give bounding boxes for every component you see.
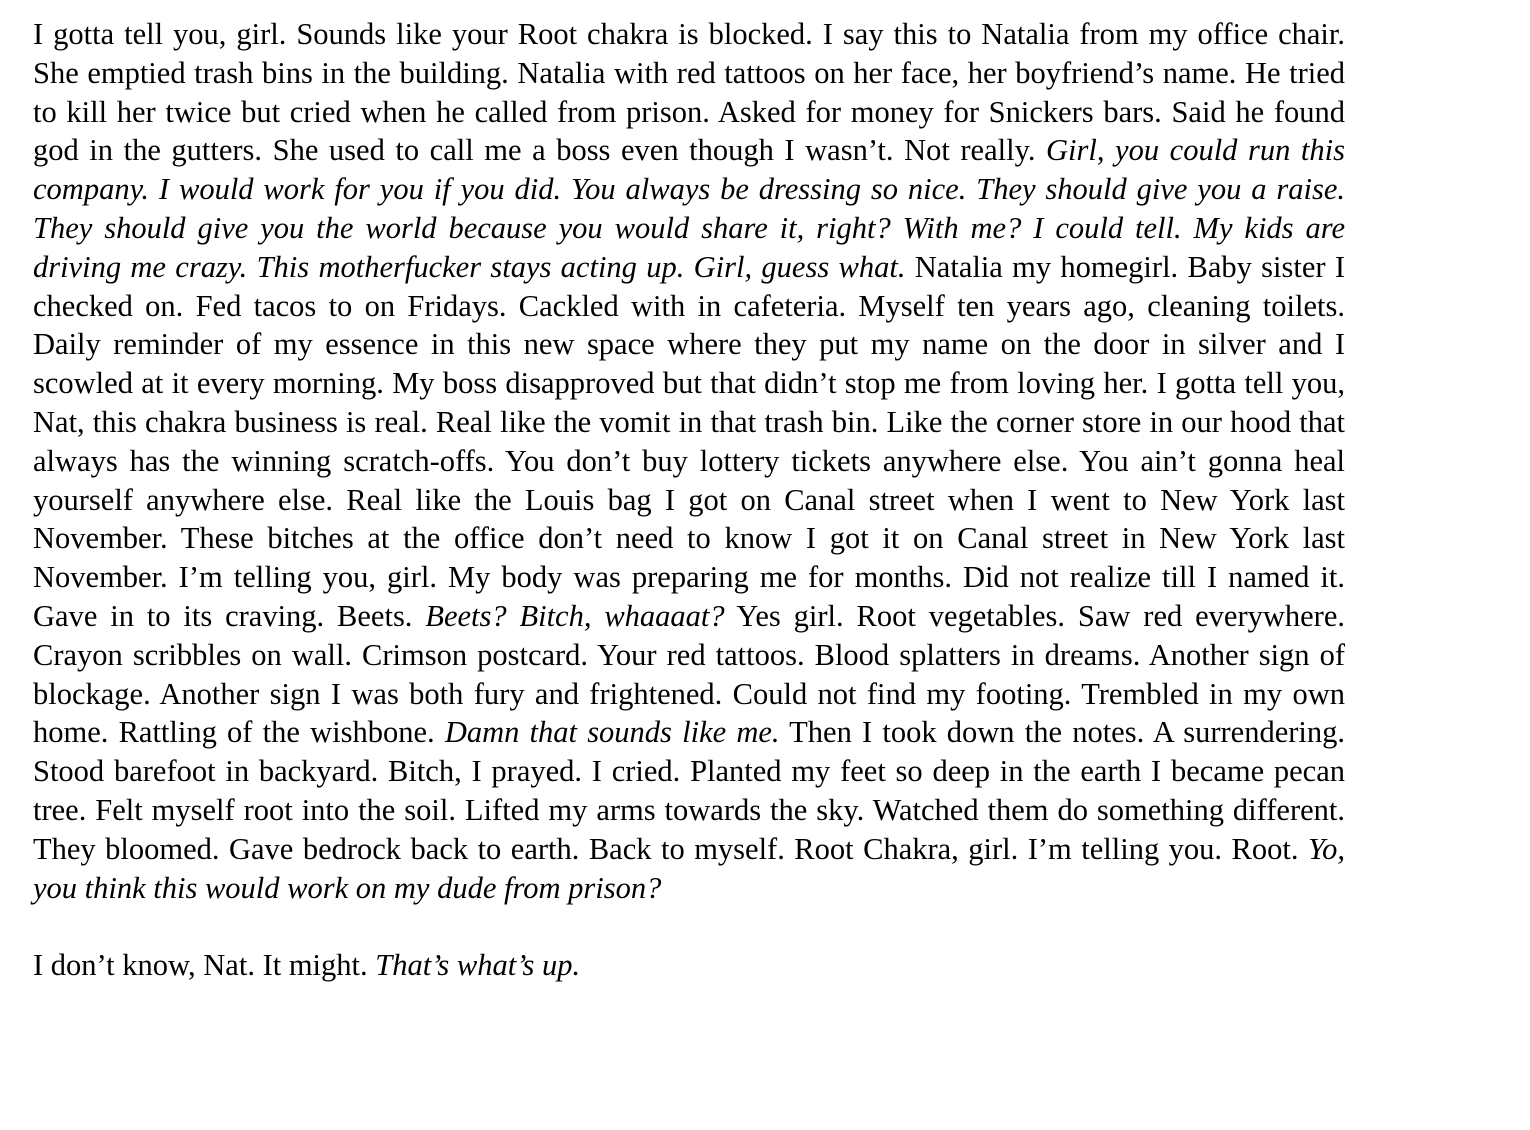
paragraph-closing xyxy=(33,946,1345,985)
document-page xyxy=(33,15,1345,985)
italic-dialogue-segment: Girl, you could run this company. I would work for you if you did. You always be dressing so nice. They should give you a raise. They should give you the world because you would share it, right? With me? I could tell. My kids are driving me crazy. This motherfucker stays acting up. Girl, guess what. xyxy=(33,133,1345,284)
paragraph-main xyxy=(33,15,1345,907)
italic-dialogue-segment: Beets? Bitch, whaaaat? xyxy=(425,598,725,633)
text-segment: Yes girl. Root vegetables. Saw red everywhere. Crayon scribbles on wall. Crimson postcard. Your red tattoos. Blood splatters in dreams. Another sign of blockage. Another sign I was both fury and frightened. Could not find my footing. Trembled in my own home. Rattling of the wishbone. xyxy=(33,598,1345,750)
text-segment: Then I took down the notes. A surrendering. Stood barefoot in backyard. Bitch, I prayed. I cried. Planted my feet so deep in the earth I became pecan tree. Felt myself root into the soil. Lifted my arms towards the sky. Watched them do something different. They bloomed. Gave bedrock back to earth. Back to myself. Root Chakra, girl. I’m telling you. Root. xyxy=(33,715,1346,866)
text-segment: I gotta tell you, girl. Sounds like your Root chakra is blocked. I say this to Natalia from my office chair. She emptied trash bins in the building. Natalia with red tattoos on her face, her boyfriend’s name. He tried to kill her twice but cried when he called from prison. Asked for money for Snickers bars. Said he found god in the gutters. She used to call me a boss even though I wasn’t. Not really. xyxy=(33,17,1345,168)
italic-dialogue-segment: Damn that sounds like me. xyxy=(444,715,780,750)
text-segment: Natalia my homegirl. Baby sister I checked on. Fed tacos to on Fridays. Cackled with in cafeteria. Myself ten years ago, cleaning toilets. Daily reminder of my essence in this new space where they put my name on the door in silver and I scowled at it every morning. My boss disapproved but that didn’t stop me from loving her. I gotta tell you, Nat, this chakra business is real. Real like the vomit in that trash bin. Like the corner store in our hood that always has the winning scratch-offs. You don’t buy lottery tickets anywhere else. You ain’t gonna heal yourself anywhere else. Real like the Louis bag I got on Canal street when I went to New York last November. These bitches at the office don’t need to know I got it on Canal street in New York last November. I’m telling you, girl. My body was preparing me for months. Did not realize till I named it. Gave in to its craving. Beets. xyxy=(33,249,1346,633)
italic-dialogue-segment: That’s what’s up. xyxy=(375,948,581,983)
italic-dialogue-segment: Yo, you think this would work on my dude from prison? xyxy=(33,831,1345,905)
text-segment: I don’t know, Nat. It might. xyxy=(33,948,376,983)
